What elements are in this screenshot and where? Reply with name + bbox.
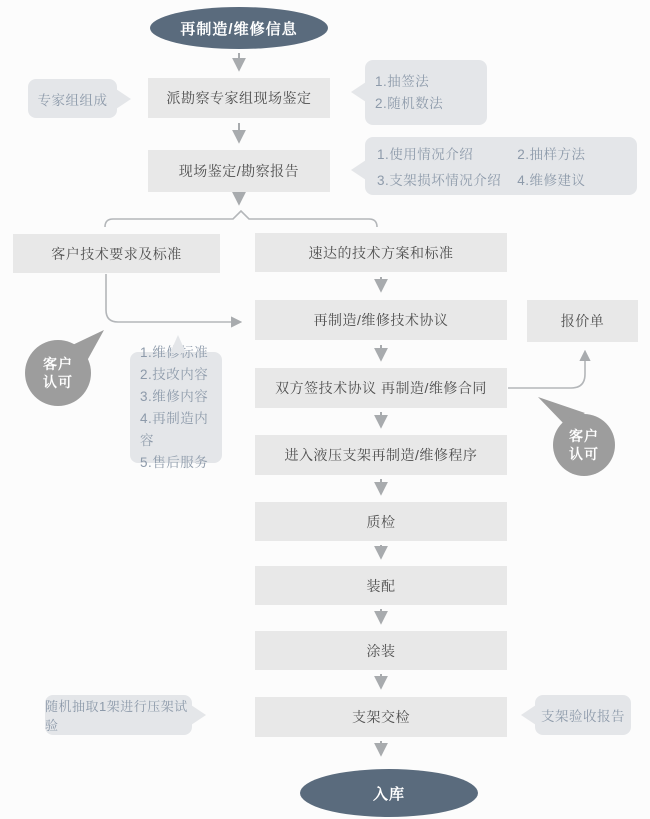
callout-report-contents — [365, 137, 637, 195]
box-enter-process-label: 进入液压支架再制造/维修程序 — [284, 447, 478, 463]
brace-split — [105, 211, 377, 227]
report-content-item: 4.维修建议 — [517, 173, 586, 188]
badge-line: 客户 — [43, 355, 73, 372]
sampling-method-item: 1.抽签法 — [375, 73, 430, 89]
agreement-content-item: 4.再制造内容 — [140, 410, 209, 448]
callout-tail — [191, 705, 206, 725]
box-painting — [255, 631, 507, 670]
callout-tail — [521, 705, 536, 725]
box-client-requirements — [13, 234, 220, 273]
end-node-label: 入库 — [372, 785, 405, 803]
box-assembly-label: 装配 — [366, 577, 396, 594]
box-tech-agreement — [255, 300, 507, 340]
box-quotation-label: 报价单 — [560, 313, 605, 329]
box-quality-check — [255, 502, 507, 541]
callout-acceptance-report — [535, 695, 631, 735]
box-delivery-inspection — [255, 697, 507, 737]
elbow-client-to-agreement — [106, 274, 240, 322]
box-report-label: 现场鉴定/勘察报告 — [178, 163, 300, 179]
box-quotation — [527, 300, 638, 342]
start-node — [150, 7, 328, 49]
agreement-content-item: 3.维修内容 — [140, 388, 209, 404]
callout-pressure-test-label: 随机抽取1架进行压架试验 — [45, 699, 188, 733]
box-survey — [148, 78, 330, 118]
badge-line: 认可 — [43, 374, 73, 390]
box-delivery-inspection-label: 支架交检 — [352, 709, 410, 725]
box-assembly — [255, 566, 507, 605]
box-survey-label: 派勘察专家组现场鉴定 — [166, 90, 312, 106]
callout-expert-team-label: 专家组组成 — [37, 92, 108, 108]
badge-client-approval-right — [553, 414, 615, 476]
end-node — [300, 769, 478, 817]
box-painting-label: 涂装 — [366, 642, 396, 659]
box-contract — [255, 368, 507, 408]
callout-agreement-contents — [130, 344, 222, 470]
callout-tail — [170, 335, 186, 353]
agreement-content-item: 5.售后服务 — [140, 454, 209, 470]
badge-line: 客户 — [569, 427, 599, 444]
box-report — [148, 150, 330, 192]
report-content-item: 3.支架损坏情况介绍 — [377, 173, 502, 188]
callout-pressure-test — [45, 695, 192, 735]
callout-tail — [351, 82, 366, 102]
box-contract-label: 双方签技术协议 再制造/维修合同 — [275, 380, 487, 396]
callout-sampling-methods — [365, 60, 487, 125]
box-company-plan — [255, 233, 507, 272]
agreement-content-item: 1.维修标准 — [140, 344, 209, 360]
box-enter-process — [255, 435, 507, 475]
badge-client-approval-left — [25, 340, 91, 406]
start-node-label: 再制造/维修信息 — [180, 20, 298, 38]
callout-tail — [116, 89, 131, 109]
callout-acceptance-report-label: 支架验收报告 — [541, 709, 625, 724]
sampling-method-item: 2.随机数法 — [375, 95, 444, 111]
badge-line: 认可 — [569, 446, 599, 462]
box-quality-check-label: 质检 — [366, 513, 396, 530]
box-client-requirements-label: 客户技术要求及标准 — [51, 245, 182, 262]
callout-expert-team — [28, 79, 117, 118]
box-tech-agreement-label: 再制造/维修技术协议 — [313, 312, 449, 328]
callout-tail — [351, 160, 366, 180]
report-content-item: 2.抽样方法 — [517, 147, 586, 162]
report-content-item: 1.使用情况介绍 — [377, 147, 474, 162]
elbow-contract-to-quote — [508, 352, 585, 388]
agreement-content-item: 2.技改内容 — [140, 366, 209, 382]
box-company-plan-label: 速达的技术方案和标准 — [308, 244, 454, 261]
